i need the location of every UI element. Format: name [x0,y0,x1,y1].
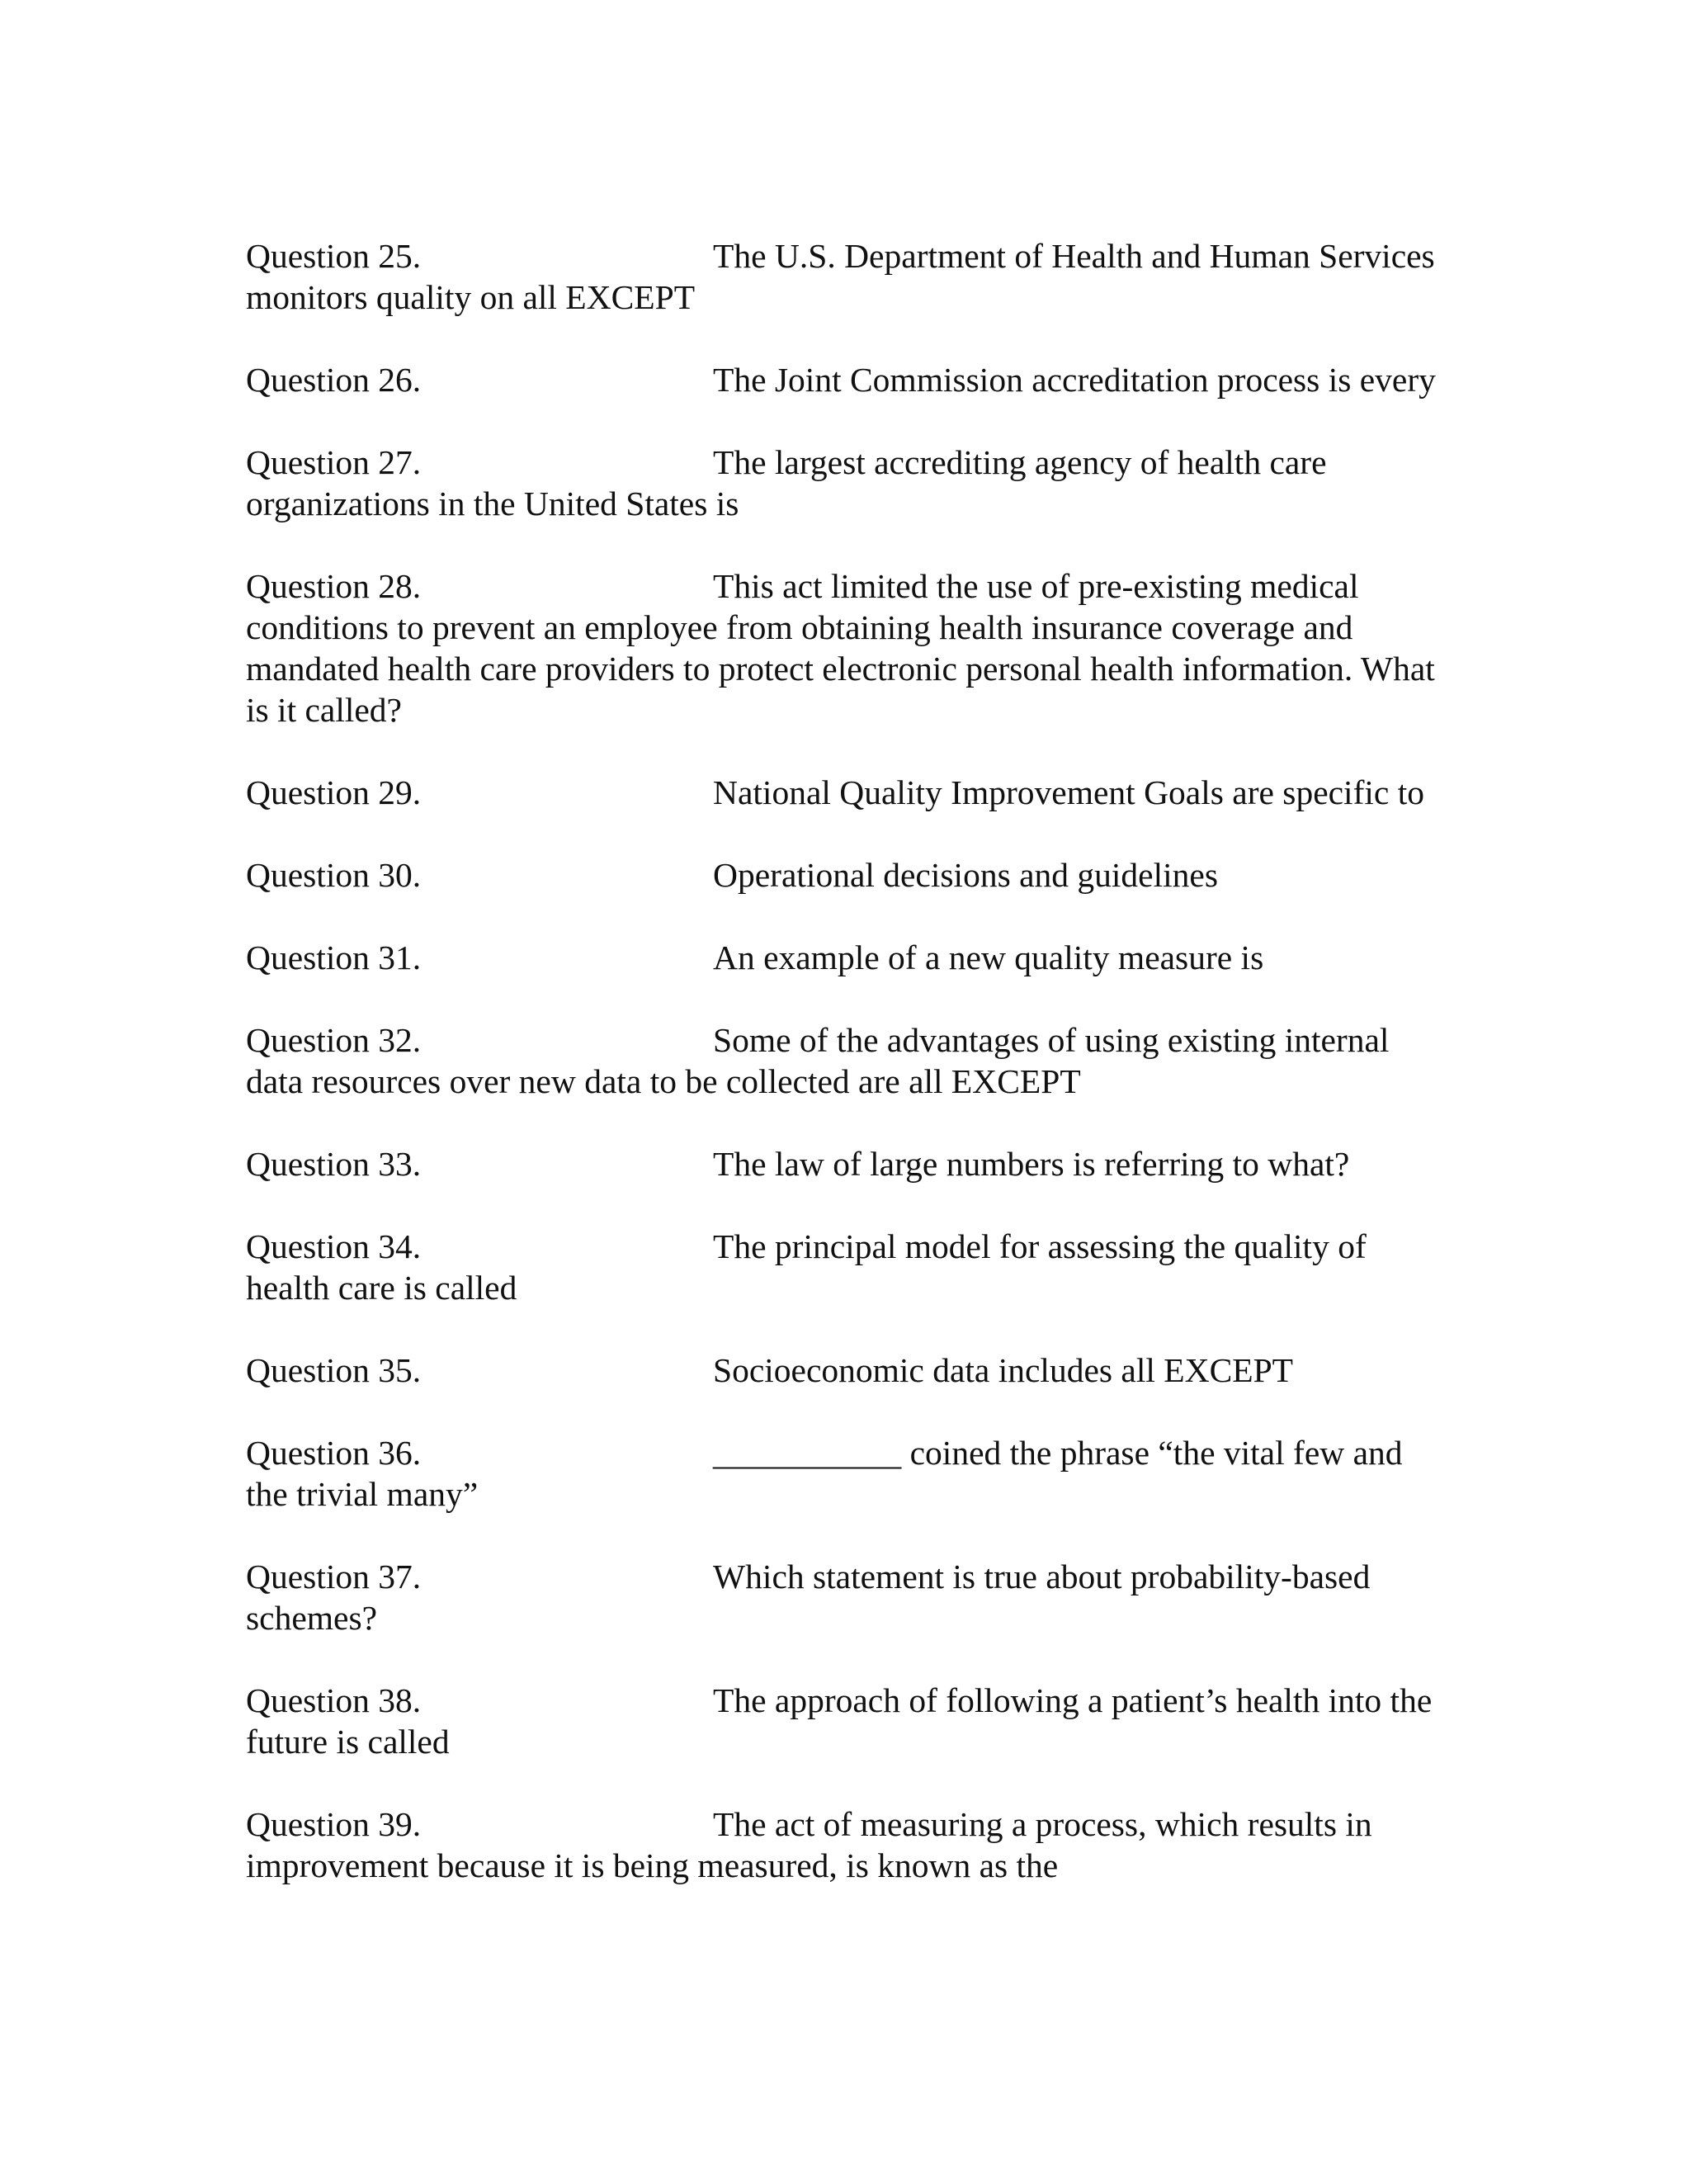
question-item [246,235,1451,318]
question-item [246,1556,1451,1638]
question-number: Question 31. [246,938,422,976]
question-item [246,1226,1451,1308]
question-item [246,937,1451,978]
question-item [246,359,1451,400]
question-text: The U.S. Department of Health and Human Services monitors quality on all EXCEPT [246,237,1435,316]
question-number: Question 32. [246,1021,422,1059]
question-item [246,1019,1451,1102]
question-number: Question 39. [246,1805,422,1843]
question-item [246,565,1451,730]
question-item [246,1432,1451,1515]
question-number: Question 25. [246,237,422,275]
question-text: Which statement is true about probability-based schemes? [246,1558,1371,1637]
question-item [246,772,1451,813]
question-number: Question 30. [246,856,422,894]
question-text: Socioeconomic data includes all EXCEPT [713,1351,1294,1389]
question-number: Question 38. [246,1681,422,1719]
question-text: ___________ coined the phrase “the vital few and the trivial many” [246,1434,1403,1513]
question-list [246,235,1451,1886]
question-item [246,1803,1451,1886]
question-text: Some of the advantages of using existing internal data resources over new data to be collected are all EXCEPT [246,1021,1390,1100]
question-text: The approach of following a patient’s health into the future is called [246,1681,1433,1761]
question-text: Operational decisions and guidelines [713,856,1218,894]
question-text: This act limited the use of pre-existing medical conditions to prevent an employee from obtaining health insurance coverage and mandated health care providers to protect electronic personal health information. What is it called? [246,567,1435,729]
question-text: The principal model for assessing the quality of health care is called [246,1227,1367,1307]
question-item [246,442,1451,524]
question-number: Question 34. [246,1227,422,1265]
question-item [246,1680,1451,1762]
question-number: Question 29. [246,773,422,811]
question-number: Question 27. [246,443,422,481]
question-number: Question 37. [246,1558,422,1595]
question-number: Question 33. [246,1145,422,1183]
question-number: Question 26. [246,361,422,399]
question-item [246,854,1451,896]
question-text: The act of measuring a process, which results in improvement because it is being measured, is known as the [246,1805,1372,1884]
question-text: The law of large numbers is referring to what? [713,1145,1350,1183]
question-item [246,1350,1451,1391]
question-text: The Joint Commission accreditation process is every [713,361,1436,399]
question-text: The largest accrediting agency of health care organizations in the United States is [246,443,1327,522]
question-number: Question 35. [246,1351,422,1389]
question-text: An example of a new quality measure is [713,938,1264,976]
question-text: National Quality Improvement Goals are specific to [713,773,1424,811]
question-number: Question 28. [246,567,422,605]
question-item [246,1143,1451,1184]
question-number: Question 36. [246,1434,422,1472]
